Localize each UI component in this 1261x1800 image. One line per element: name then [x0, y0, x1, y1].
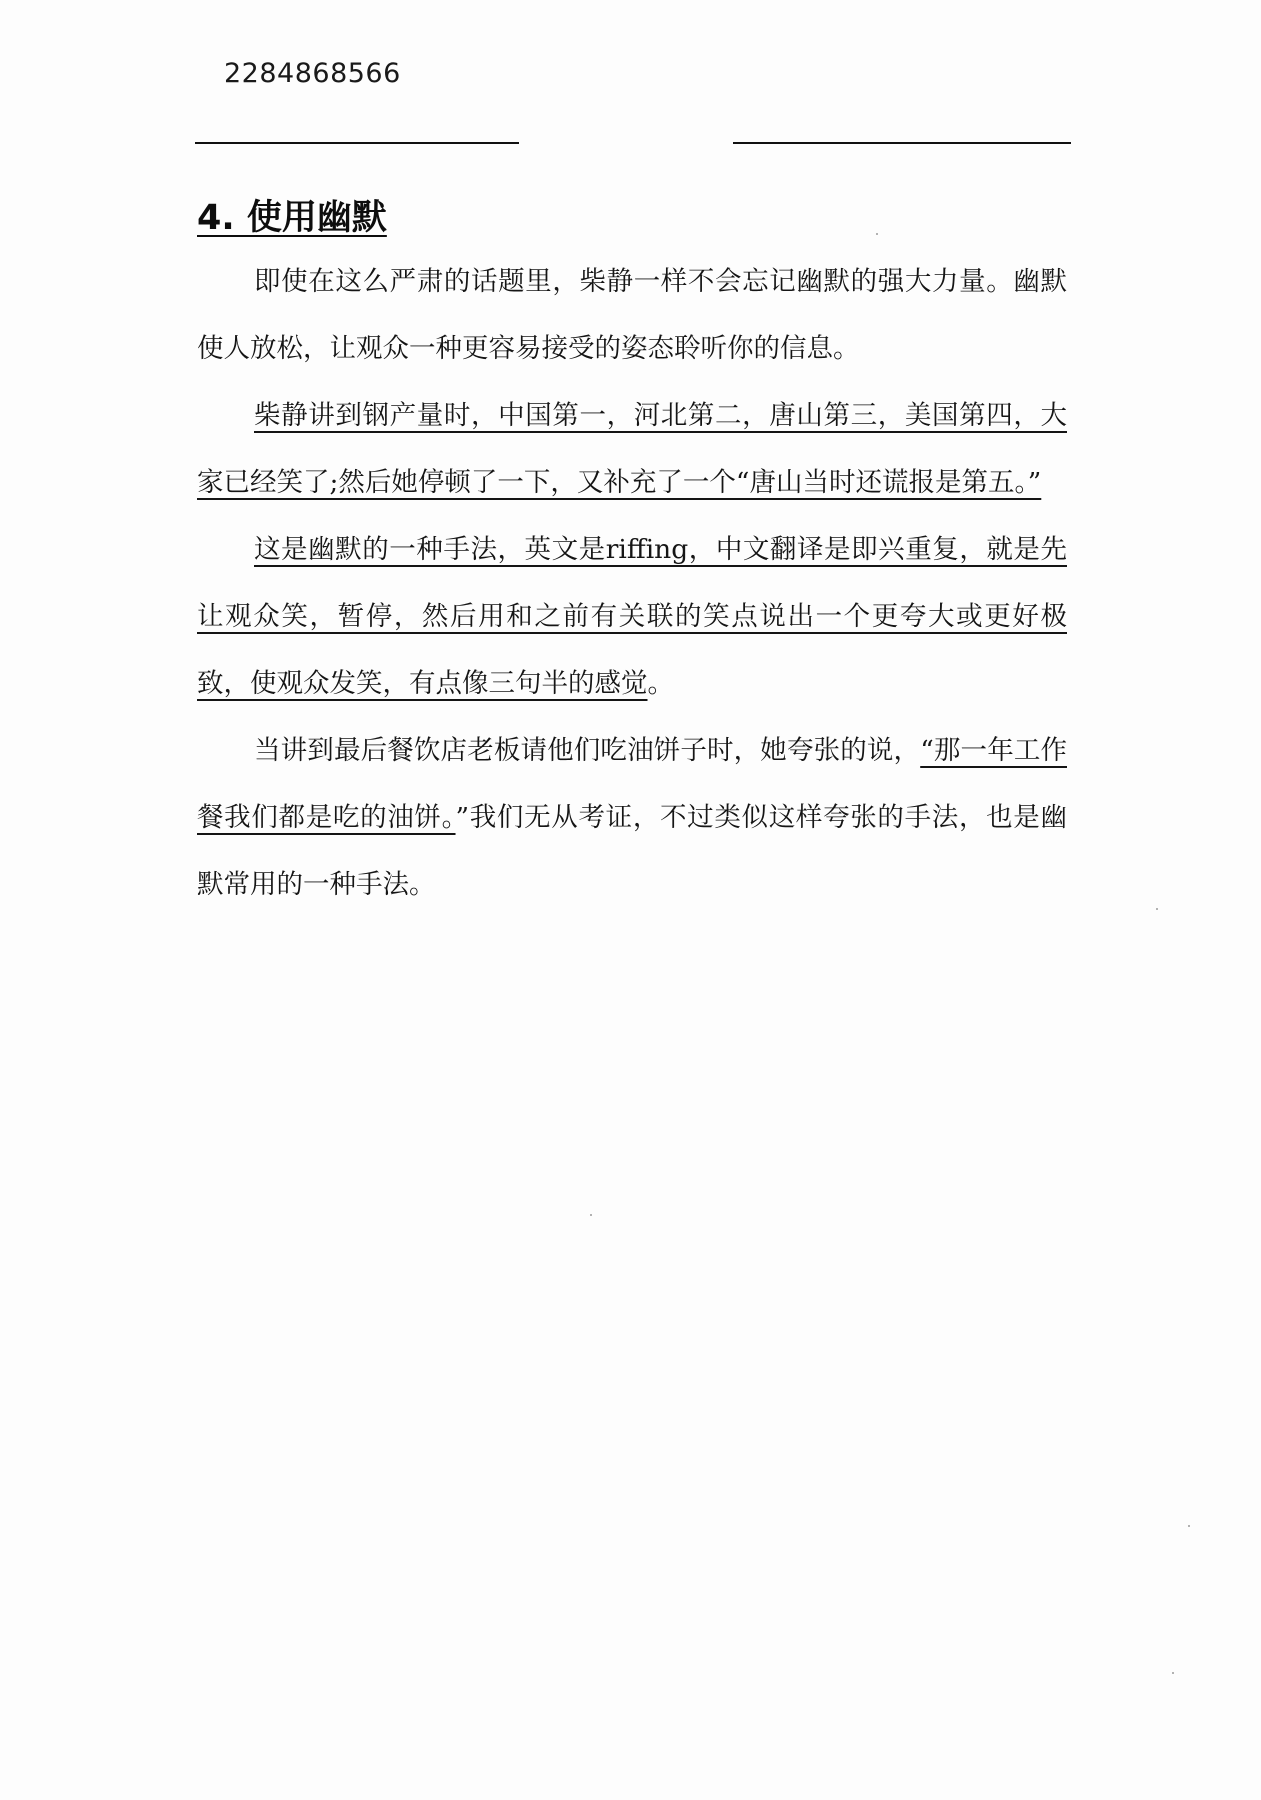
- paragraph-3-underlined: 这是幽默的一种手法，英文是riffing，中文翻译是即兴重复，就是先让观众笑，暂停，然后用和之前有关联的笑点说出一个更夸大或更好极致，使观众发笑，有点像三句半的感觉: [197, 534, 1067, 699]
- scan-speck: [1188, 1525, 1190, 1527]
- section-heading: 4. 使用幽默: [197, 198, 387, 238]
- scan-speck: [1156, 908, 1158, 910]
- paragraph-4-tail: ”我们无从考证，不过类似这样夸张的手法，也是幽默常用的一种手法。: [197, 802, 1067, 900]
- document-id-number: 2284868566: [224, 58, 401, 89]
- paragraph-1: 即使在这么严肃的话题里，柴静一样不会忘记幽默的强大力量。幽默使人放松，让观众一种更容易接受的姿态聆听你的信息。: [197, 266, 1067, 364]
- paragraph-3: [197, 516, 1067, 717]
- scan-speck: [1172, 1672, 1174, 1674]
- body-text: [197, 248, 1067, 918]
- scan-speck: [876, 233, 878, 235]
- scan-speck: [590, 1214, 592, 1216]
- paragraph-2: [197, 382, 1067, 516]
- paragraph-2-underlined: 柴静讲到钢产量时，中国第一，河北第二，唐山第三，美国第四，大家已经笑了;然后她停顿了一下，又补充了一个“唐山当时还谎报是第五。”: [197, 400, 1067, 498]
- paragraph-4: [197, 717, 1067, 918]
- paragraph-4-quote: “那一年工作餐我们都是吃的油饼。: [197, 735, 1067, 833]
- header-rule-left: [195, 142, 519, 144]
- paragraph-3-tail: 。: [647, 668, 674, 699]
- header-rule-right: [733, 142, 1071, 144]
- paragraph-4-lead: 当讲到最后餐饮店老板请他们吃油饼子时，她夸张的说，: [254, 735, 921, 766]
